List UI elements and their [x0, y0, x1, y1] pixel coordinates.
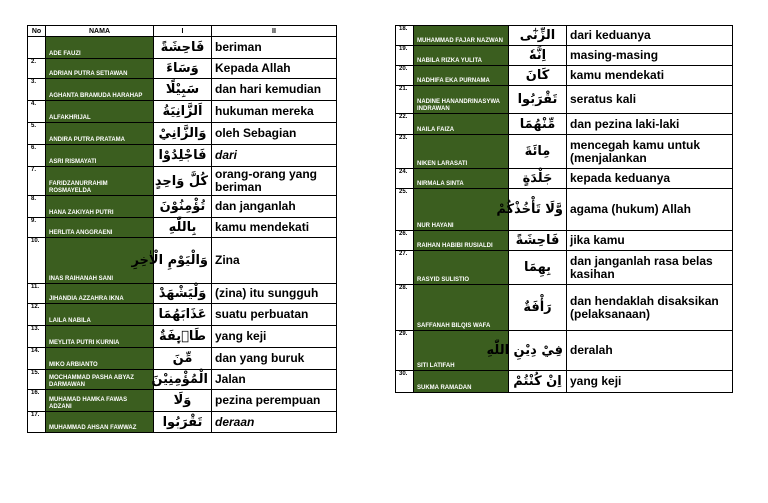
student-name: NADHIFA EKA PURNAMA — [414, 66, 509, 86]
arabic-word-cell: كَانَ — [509, 66, 567, 86]
table-row — [28, 37, 337, 59]
student-name: NUR HAYANI — [414, 189, 509, 231]
student-name: SITI LATIFAH — [414, 331, 509, 371]
row-number: 4. — [28, 101, 46, 123]
row-number: 15. — [28, 370, 46, 390]
translation-cell: (zina) itu sungguh — [212, 284, 337, 304]
translation-cell: dan janganlah — [212, 196, 337, 218]
table-row — [28, 348, 337, 370]
table-row — [396, 189, 733, 231]
row-number: 10. — [28, 238, 46, 284]
arabic-word-cell: اَلزَّانِيَةُ — [154, 101, 212, 123]
row-number: 14. — [28, 348, 46, 370]
table-row — [28, 167, 337, 196]
row-number: 26. — [396, 231, 414, 251]
table-row — [28, 123, 337, 145]
student-name: NAILA FAIZA — [414, 114, 509, 135]
student-name: RASYID SULISTIO — [414, 251, 509, 285]
arabic-word-cell: رَأْفَةٌ — [509, 285, 567, 331]
table-row — [28, 304, 337, 326]
student-name: ANDIRA PUTRA PRATAMA — [46, 123, 154, 145]
translation-cell: deraan — [212, 412, 337, 433]
arabic-word-cell: وَلَا — [154, 390, 212, 412]
table-row — [28, 218, 337, 238]
translation-cell: jika kamu — [567, 231, 733, 251]
table-row — [396, 26, 733, 46]
row-number: 21. — [396, 86, 414, 114]
row-number: 23. — [396, 135, 414, 169]
table-row — [396, 66, 733, 86]
translation-cell: kepada keduanya — [567, 169, 733, 189]
arabic-word-cell: طَاۤىِٕفَةٌ — [154, 326, 212, 348]
student-name: SAFFANAH BILQIS WAFA — [414, 285, 509, 331]
arabic-word-cell: مِّنْهُمَا — [509, 114, 567, 135]
student-name: INAS RAIHANAH SANI — [46, 238, 154, 284]
table-row — [28, 59, 337, 79]
student-name: FARIDZANURRAHIM ROSMAYELDA — [46, 167, 154, 196]
arabic-word-cell: اِنْ كُنْتُمْ — [509, 371, 567, 393]
translation-cell: dari keduanya — [567, 26, 733, 46]
translation-cell: yang keji — [567, 371, 733, 393]
translation-cell: agama (hukum) Allah — [567, 189, 733, 231]
right-worksheet-table — [395, 25, 733, 393]
student-name: RAIHAN HABIBI RUSIALDI — [414, 231, 509, 251]
table-row — [28, 101, 337, 123]
table-row — [396, 169, 733, 189]
student-name: MUHAMMAD FAJAR NAZWAN — [414, 26, 509, 46]
row-number: 5. — [28, 123, 46, 145]
student-name: AGHANTA BRAMUDA HARAHAP — [46, 79, 154, 101]
table-row — [396, 46, 733, 66]
arabic-word-cell: وَالْيَوْمِ الْاٰخِرِ — [154, 238, 212, 284]
translation-cell: oleh Sebagian — [212, 123, 337, 145]
arabic-word-cell: فَاحِشَةً — [509, 231, 567, 251]
row-number: 27. — [396, 251, 414, 285]
table-row — [28, 238, 337, 284]
table-row — [28, 370, 337, 390]
student-name: MUHAMMAD AHSAN FAWWAZ — [46, 412, 154, 433]
translation-cell: pezina perempuan — [212, 390, 337, 412]
translation-cell: dan hendaklah disaksikan (pelaksanaan) — [567, 285, 733, 331]
table-row — [396, 371, 733, 393]
student-name: ASRI RISMAYATI — [46, 145, 154, 167]
arabic-word-cell: بِاللّٰهِ — [154, 218, 212, 238]
row-number: 9. — [28, 218, 46, 238]
translation-cell: mencegah kamu untuk (menjalankan — [567, 135, 733, 169]
arabic-word-cell: فَاجْلِدُوْا — [154, 145, 212, 167]
row-number: 19. — [396, 46, 414, 66]
translation-cell: orang-orang yang beriman — [212, 167, 337, 196]
student-name: MUHAMAD HAMKA FAWAS ADZANI — [46, 390, 154, 412]
arabic-word-cell: الْمُؤْمِنِيْنَ — [154, 370, 212, 390]
row-number — [28, 37, 46, 59]
translation-cell: kamu mendekati — [567, 66, 733, 86]
arabic-word-cell: فَاحِشَةً — [154, 37, 212, 59]
translation-cell: Zina — [212, 238, 337, 284]
row-number: 13. — [28, 326, 46, 348]
table-row — [396, 135, 733, 169]
arabic-word-cell: فِيْ دِيْنِ اللّٰهِ — [509, 331, 567, 371]
row-number: 11. — [28, 284, 46, 304]
table-row — [396, 251, 733, 285]
row-number: 25. — [396, 189, 414, 231]
student-name: MIKO ARBIANTO — [46, 348, 154, 370]
arabic-word-cell: وَسَاءَ — [154, 59, 212, 79]
arabic-word-cell: سَبِيْلًا — [154, 79, 212, 101]
row-number: 6. — [28, 145, 46, 167]
table-row — [396, 231, 733, 251]
arabic-word-cell: مِّنَ — [154, 348, 212, 370]
arabic-word-cell: وَالزَّانِيْ — [154, 123, 212, 145]
row-number: 30. — [396, 371, 414, 393]
header-row — [28, 26, 337, 37]
student-name: ALFAKHRIJAL — [46, 101, 154, 123]
translation-cell: dan janganlah rasa belas kasihan — [567, 251, 733, 285]
table-row — [28, 412, 337, 433]
header-col-1: I — [154, 26, 212, 37]
student-name: HANA ZAKIYAH PUTRI — [46, 196, 154, 218]
student-name: SUKMA RAMADAN — [414, 371, 509, 393]
table-row — [28, 196, 337, 218]
student-name: NABILA RIZKA YULITA — [414, 46, 509, 66]
table-row — [28, 326, 337, 348]
header-nama: NAMA — [46, 26, 154, 37]
header-no: No — [28, 26, 46, 37]
row-number: 24. — [396, 169, 414, 189]
table-row — [28, 145, 337, 167]
row-number: 17. — [28, 412, 46, 433]
table-row — [396, 285, 733, 331]
header-col-2: II — [212, 26, 337, 37]
student-name: ADE FAUZI — [46, 37, 154, 59]
row-number: 22. — [396, 114, 414, 135]
arabic-word-cell: جَلْدَةٍ — [509, 169, 567, 189]
translation-cell: kamu mendekati — [212, 218, 337, 238]
left-worksheet-table — [27, 25, 337, 433]
arabic-word-cell: الزِّنٰٓى — [509, 26, 567, 46]
arabic-word-cell: اِنَّهٗ — [509, 46, 567, 66]
row-number: 18. — [396, 26, 414, 46]
translation-cell: seratus kali — [567, 86, 733, 114]
translation-cell: dan hari kemudian — [212, 79, 337, 101]
arabic-word-cell: تَقْرَبُوا — [154, 412, 212, 433]
translation-cell: deralah — [567, 331, 733, 371]
arabic-word-cell: تَقْرَبُوا — [509, 86, 567, 114]
student-name: NIKEN LARASATI — [414, 135, 509, 169]
student-name: LAILA NABILA — [46, 304, 154, 326]
arabic-word-cell: وَّلَا تَأْخُذْكُمْ — [509, 189, 567, 231]
translation-cell: Jalan — [212, 370, 337, 390]
student-name: NIRMALA SINTA — [414, 169, 509, 189]
table-row — [28, 390, 337, 412]
row-number: 29. — [396, 331, 414, 371]
arabic-word-cell: كُلَّ وَاحِدٍ — [154, 167, 212, 196]
table-row — [396, 331, 733, 371]
row-number: 7. — [28, 167, 46, 196]
arabic-word-cell: تُؤْمِنُوْنَ — [154, 196, 212, 218]
table-row — [396, 86, 733, 114]
student-name: MEYLITA PUTRI KURNIA — [46, 326, 154, 348]
translation-cell: hukuman mereka — [212, 101, 337, 123]
table-row — [28, 284, 337, 304]
arabic-word-cell: وَلْيَشْهَدْ — [154, 284, 212, 304]
student-name: MOCHAMMAD PASHA ABYAZ DARMAWAN — [46, 370, 154, 390]
translation-cell: dan yang buruk — [212, 348, 337, 370]
translation-cell: yang keji — [212, 326, 337, 348]
table-row — [28, 79, 337, 101]
student-name: HERLITA ANGGRAENI — [46, 218, 154, 238]
translation-cell: Kepada Allah — [212, 59, 337, 79]
translation-cell: dan pezina laki-laki — [567, 114, 733, 135]
translation-cell: masing-masing — [567, 46, 733, 66]
student-name: NADINE HANANDRINASYWA INDRAWAN — [414, 86, 509, 114]
translation-cell: suatu perbuatan — [212, 304, 337, 326]
row-number: 12. — [28, 304, 46, 326]
row-number: 8. — [28, 196, 46, 218]
row-number: 16. — [28, 390, 46, 412]
arabic-word-cell: عَذَابَهُمَا — [154, 304, 212, 326]
table-row — [396, 114, 733, 135]
translation-cell: dari — [212, 145, 337, 167]
row-number: 28. — [396, 285, 414, 331]
student-name: ADRIAN PUTRA SETIAWAN — [46, 59, 154, 79]
translation-cell: beriman — [212, 37, 337, 59]
row-number: 3. — [28, 79, 46, 101]
arabic-word-cell: بِهِمَا — [509, 251, 567, 285]
row-number: 2. — [28, 59, 46, 79]
row-number: 20. — [396, 66, 414, 86]
arabic-word-cell: مِائَةَ — [509, 135, 567, 169]
student-name: JIHANDIA AZZAHRA IKNA — [46, 284, 154, 304]
